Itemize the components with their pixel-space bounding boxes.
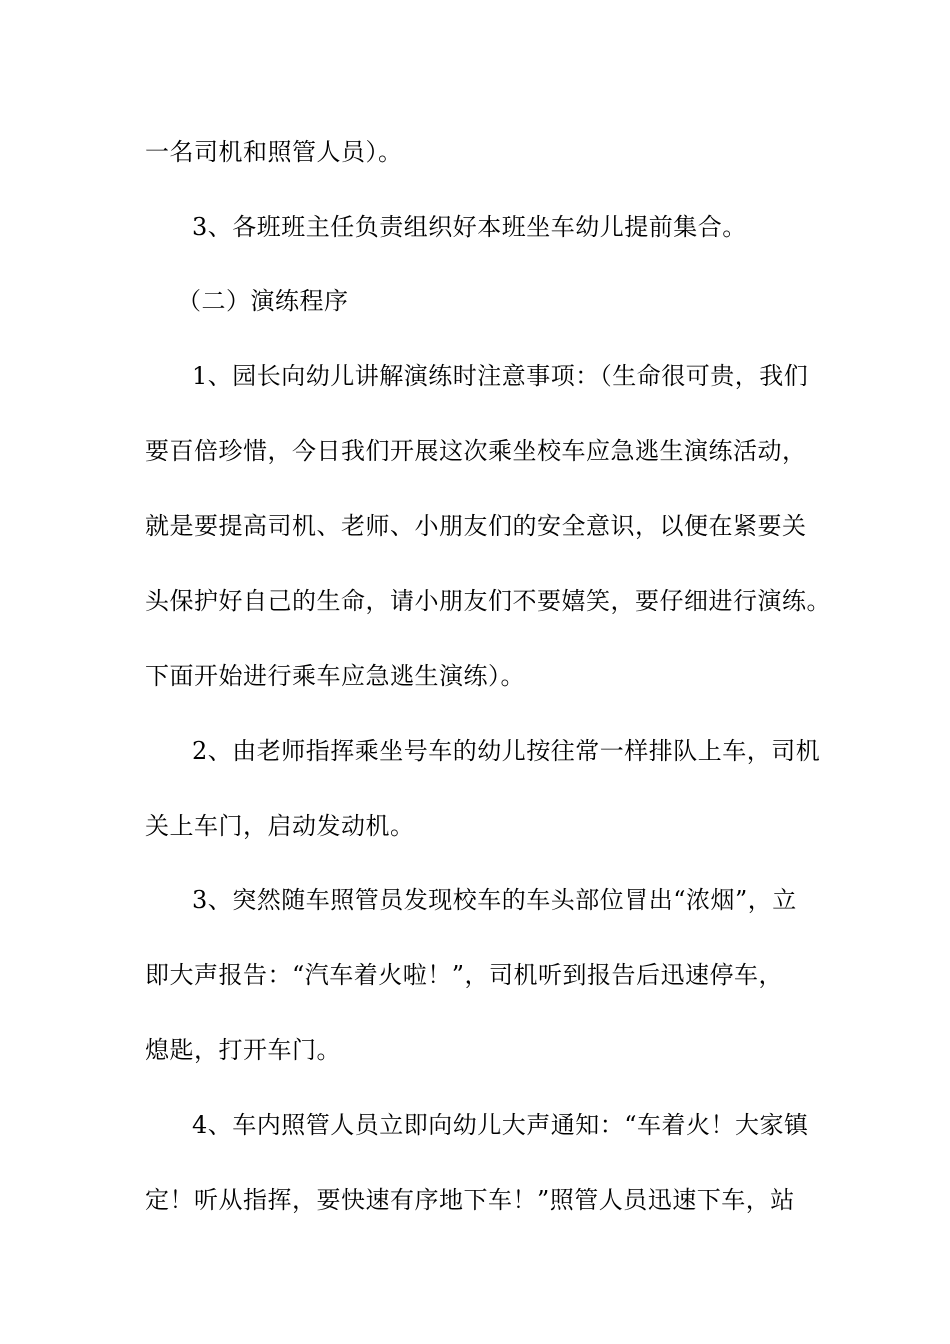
section-heading: （二）演练程序 — [177, 287, 349, 315]
text-line: 下面开始进行乘车应急逃生演练）。 — [145, 662, 525, 690]
text-line: 就是要提高司机、老师、小朋友们的安全意识，以便在紧要关 — [145, 512, 807, 540]
text-line: 1、园长向幼儿讲解演练时注意事项：（生命很可贵，我们 — [192, 362, 809, 390]
text-line: 3、各班班主任负责组织好本班坐车幼儿提前集合。 — [192, 213, 747, 241]
text-line: 定！听从指挥，要快速有序地下车！”照管人员迅速下车，站 — [145, 1186, 795, 1214]
text-line: 3、突然随车照管员发现校车的车头部位冒出“浓烟”，立 — [192, 886, 797, 914]
text-line: 一名司机和照管人员）。 — [145, 138, 403, 166]
text-line: 熄匙，打开车门。 — [145, 1036, 341, 1064]
text-line: 关上车门，启动发动机。 — [145, 812, 415, 840]
text-line: 头保护好自己的生命，请小朋友们不要嬉笑，要仔细进行演练。 — [145, 587, 831, 615]
text-line: 要百倍珍惜，今日我们开展这次乘坐校车应急逃生演练活动， — [145, 437, 807, 465]
text-line: 2、由老师指挥乘坐号车的幼儿按往常一样排队上车，司机 — [192, 737, 821, 765]
text-line: 即大声报告：“汽车着火啦！”，司机听到报告后迅速停车， — [145, 961, 784, 989]
text-line: 4、车内照管人员立即向幼儿大声通知：“车着火！大家镇 — [192, 1111, 809, 1139]
